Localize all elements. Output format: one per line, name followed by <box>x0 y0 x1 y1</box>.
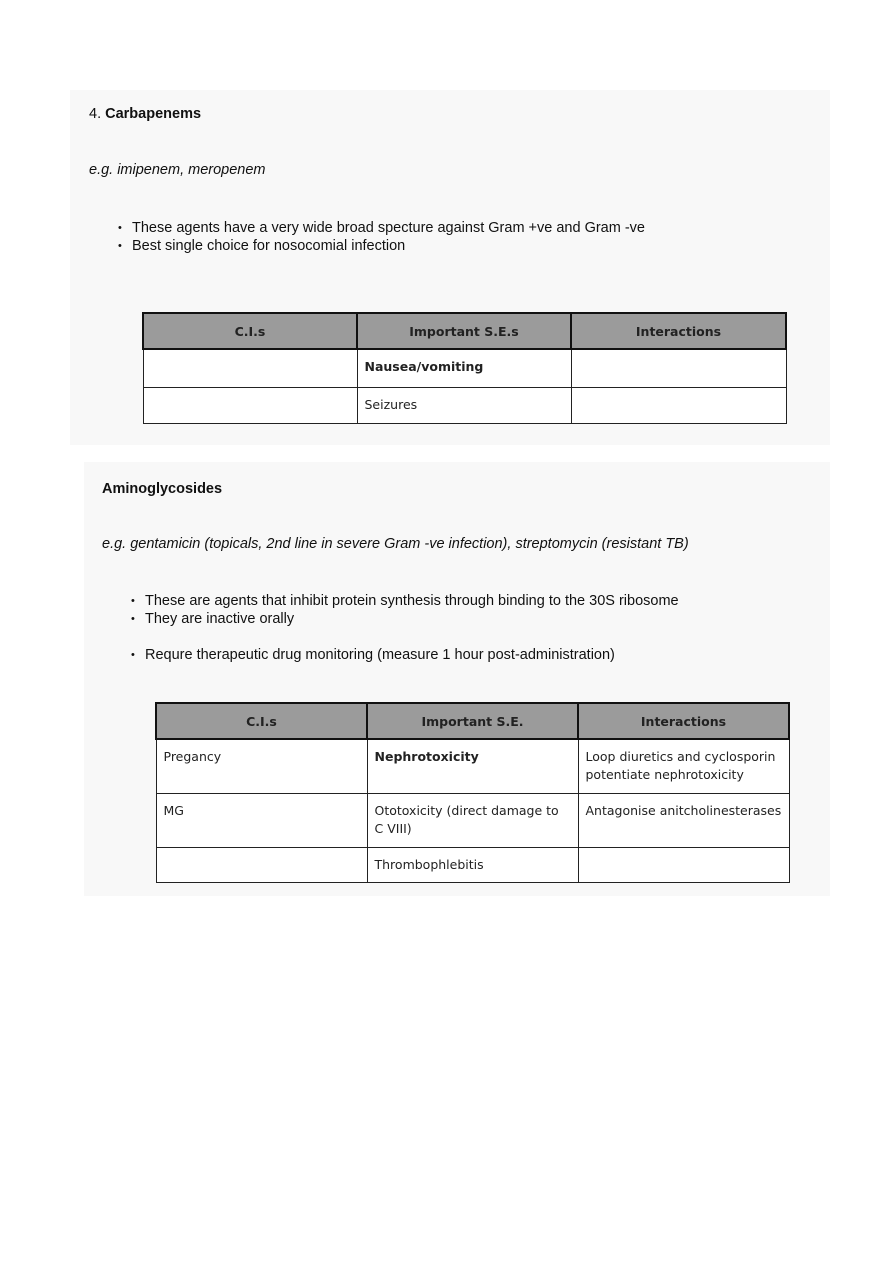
column-header-interactions: Interactions <box>578 703 789 739</box>
table-cell: Antagonise anitcholinesterases <box>578 793 789 847</box>
section-title: Aminoglycosides <box>102 481 223 497</box>
table-cell: Nephrotoxicity <box>367 739 578 793</box>
table-row <box>156 847 789 882</box>
column-header-side-effects: Important S.E.s <box>357 313 571 349</box>
column-header-side-effects: Important S.E. <box>367 703 578 739</box>
column-header-cis: C.I.s <box>156 703 367 739</box>
section-title: Carbapenems <box>105 106 202 122</box>
aminoglycosides-heading <box>102 481 222 497</box>
section-number: 4. <box>89 106 102 122</box>
list-item: • Requre therapeutic drug monitoring (measure 1 hour post-administration) <box>131 646 679 664</box>
carbapenems-table <box>142 312 787 424</box>
aminoglycosides-bullets <box>131 592 679 664</box>
list-item: • These agents have a very wide broad specture against Gram +ve and Gram -ve <box>118 219 645 237</box>
table-cell <box>143 349 357 387</box>
carbapenems-examples: e.g. imipenem, meropenem <box>89 162 266 178</box>
table-cell: Seizures <box>357 387 571 423</box>
list-item: • These are agents that inhibit protein synthesis through binding to the 30S ribosome <box>131 592 679 610</box>
table-cell: Pregancy <box>156 739 367 793</box>
column-header-cis: C.I.s <box>143 313 357 349</box>
aminoglycosides-examples: e.g. gentamicin (topicals, 2nd line in severe Gram -ve infection), streptomycin (resistant TB) <box>102 536 689 552</box>
table-row <box>143 387 786 423</box>
table-cell <box>571 349 786 387</box>
table-cell: Thrombophlebitis <box>367 847 578 882</box>
table-row <box>156 793 789 847</box>
table-header-row <box>143 313 786 349</box>
table-cell <box>156 847 367 882</box>
table-cell: Nausea/vomiting <box>357 349 571 387</box>
carbapenems-bullets <box>118 219 645 255</box>
aminoglycosides-table <box>155 702 790 883</box>
table-cell: MG <box>156 793 367 847</box>
list-item: • Best single choice for nosocomial infection <box>118 237 645 255</box>
table-cell <box>143 387 357 423</box>
table-row <box>143 349 786 387</box>
table-cell: Ototoxicity (direct damage to C VIII) <box>367 793 578 847</box>
table-cell <box>578 847 789 882</box>
list-item: • They are inactive orally <box>131 610 679 628</box>
carbapenems-heading <box>89 106 201 122</box>
table-row <box>156 739 789 793</box>
table-cell: Loop diuretics and cyclosporin potentiate nephrotoxicity <box>578 739 789 793</box>
table-header-row <box>156 703 789 739</box>
table-cell <box>571 387 786 423</box>
column-header-interactions: Interactions <box>571 313 786 349</box>
